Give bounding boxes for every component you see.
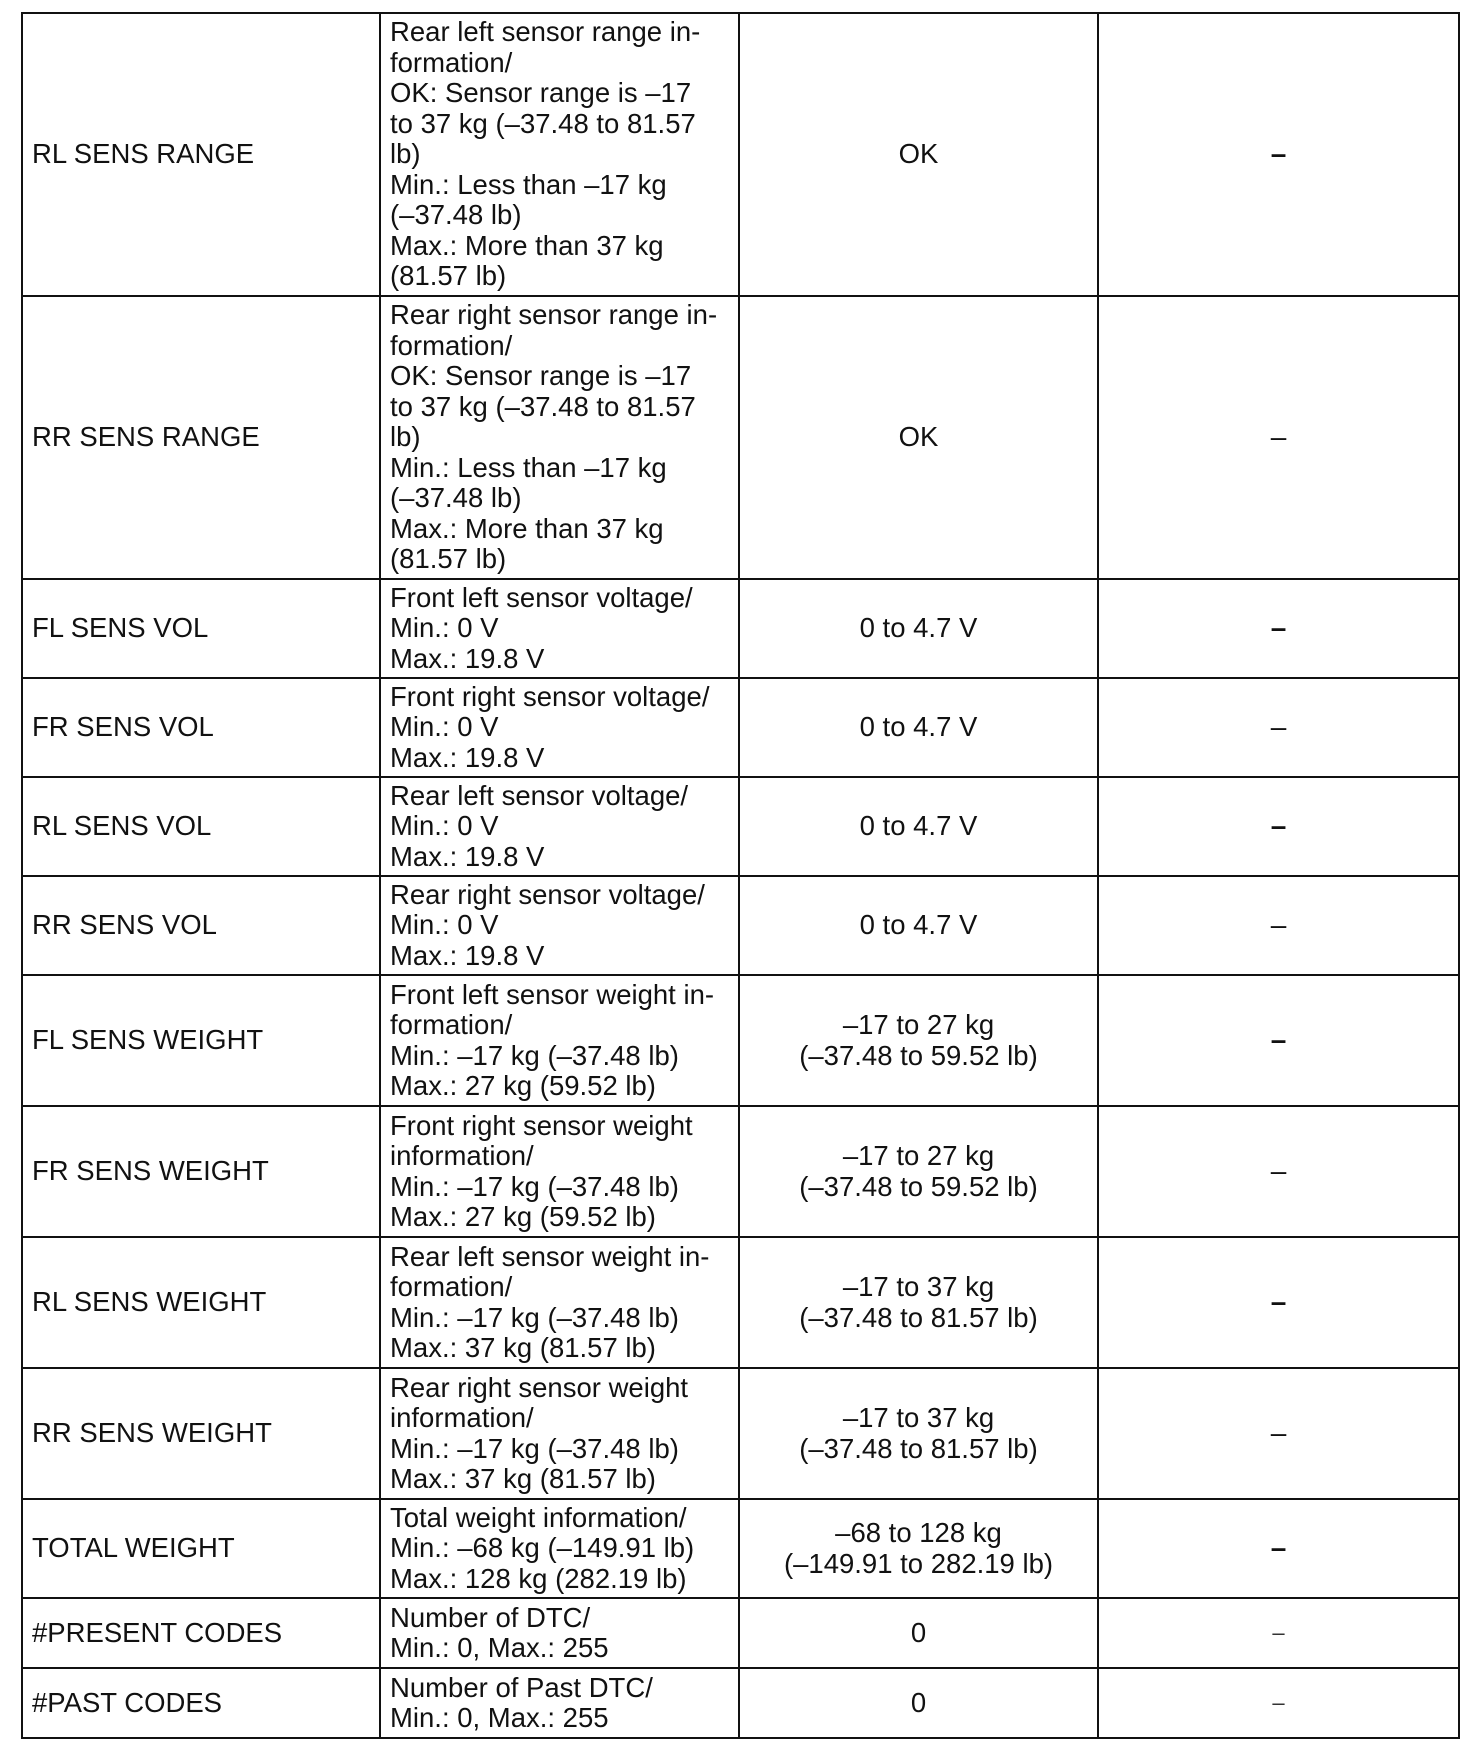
table-row <box>22 579 1459 678</box>
measurement-cell: Rear left sensor voltage/ Min.: 0 V Max.: 19.8 V <box>380 777 739 876</box>
table-row <box>22 13 1459 296</box>
diagnostic-note-cell: – <box>1098 1368 1459 1499</box>
measurement-cell: Rear right sensor range in- formation/ OK: Sensor range is –17 to 37 kg (–37.48 to 81.57 lb) Min.: Less than –17 kg (–37.48 lb) Max.: More than 37 kg (81.57 lb) <box>380 296 739 579</box>
normal-condition-cell: –17 to 27 kg (–37.48 to 59.52 lb) <box>739 975 1098 1106</box>
diagnostic-note-cell: – <box>1098 1668 1459 1738</box>
normal-condition-cell: OK <box>739 296 1098 579</box>
data-list-table <box>21 12 1460 1739</box>
measurement-cell: Total weight information/ Min.: –68 kg (–149.91 lb) Max.: 128 kg (282.19 lb) <box>380 1499 739 1598</box>
table-row <box>22 1368 1459 1499</box>
table-row <box>22 975 1459 1106</box>
item-cell: #PRESENT CODES <box>22 1598 380 1668</box>
normal-condition-cell: –68 to 128 kg (–149.91 to 282.19 lb) <box>739 1499 1098 1598</box>
diagnostic-note-cell: – <box>1098 975 1459 1106</box>
measurement-cell: Rear left sensor range in- formation/ OK: Sensor range is –17 to 37 kg (–37.48 to 81.57 lb) Min.: Less than –17 kg (–37.48 lb) Max.: More than 37 kg (81.57 lb) <box>380 13 739 296</box>
diagnostic-note-cell: – <box>1098 13 1459 296</box>
table-row <box>22 1237 1459 1368</box>
measurement-cell: Rear right sensor voltage/ Min.: 0 V Max.: 19.8 V <box>380 876 739 975</box>
normal-condition-cell: 0 to 4.7 V <box>739 777 1098 876</box>
diagnostic-note-cell: – <box>1098 1237 1459 1368</box>
table-row <box>22 876 1459 975</box>
measurement-cell: Rear left sensor weight in- formation/ Min.: –17 kg (–37.48 lb) Max.: 37 kg (81.57 lb) <box>380 1237 739 1368</box>
measurement-cell: Rear right sensor weight information/ Min.: –17 kg (–37.48 lb) Max.: 37 kg (81.57 lb) <box>380 1368 739 1499</box>
diagnostic-note-cell: – <box>1098 777 1459 876</box>
item-cell: RL SENS RANGE <box>22 13 380 296</box>
normal-condition-cell: 0 to 4.7 V <box>739 876 1098 975</box>
item-cell: TOTAL WEIGHT <box>22 1499 380 1598</box>
measurement-cell: Number of Past DTC/ Min.: 0, Max.: 255 <box>380 1668 739 1738</box>
measurement-cell: Front left sensor voltage/ Min.: 0 V Max.: 19.8 V <box>380 579 739 678</box>
diagnostic-note-cell: – <box>1098 1598 1459 1668</box>
normal-condition-cell: OK <box>739 13 1098 296</box>
table-row <box>22 1106 1459 1237</box>
item-cell: RR SENS WEIGHT <box>22 1368 380 1499</box>
normal-condition-cell: 0 <box>739 1598 1098 1668</box>
item-cell: RR SENS RANGE <box>22 296 380 579</box>
table-row <box>22 1598 1459 1668</box>
normal-condition-cell: –17 to 27 kg (–37.48 to 59.52 lb) <box>739 1106 1098 1237</box>
item-cell: RL SENS VOL <box>22 777 380 876</box>
table-row <box>22 678 1459 777</box>
item-cell: FR SENS VOL <box>22 678 380 777</box>
measurement-cell: Number of DTC/ Min.: 0, Max.: 255 <box>380 1598 739 1668</box>
item-cell: RL SENS WEIGHT <box>22 1237 380 1368</box>
item-cell: FL SENS VOL <box>22 579 380 678</box>
item-cell: #PAST CODES <box>22 1668 380 1738</box>
normal-condition-cell: 0 <box>739 1668 1098 1738</box>
diagnostic-note-cell: – <box>1098 678 1459 777</box>
normal-condition-cell: –17 to 37 kg (–37.48 to 81.57 lb) <box>739 1368 1098 1499</box>
measurement-cell: Front right sensor voltage/ Min.: 0 V Max.: 19.8 V <box>380 678 739 777</box>
table-row <box>22 296 1459 579</box>
normal-condition-cell: 0 to 4.7 V <box>739 678 1098 777</box>
item-cell: RR SENS VOL <box>22 876 380 975</box>
table-row <box>22 1668 1459 1738</box>
item-cell: FR SENS WEIGHT <box>22 1106 380 1237</box>
diagnostic-note-cell: – <box>1098 579 1459 678</box>
measurement-cell: Front right sensor weight information/ Min.: –17 kg (–37.48 lb) Max.: 27 kg (59.52 lb) <box>380 1106 739 1237</box>
diagnostic-note-cell: – <box>1098 1499 1459 1598</box>
diagnostic-note-cell: – <box>1098 876 1459 975</box>
table-row <box>22 777 1459 876</box>
normal-condition-cell: –17 to 37 kg (–37.48 to 81.57 lb) <box>739 1237 1098 1368</box>
diagnostic-note-cell: – <box>1098 1106 1459 1237</box>
item-cell: FL SENS WEIGHT <box>22 975 380 1106</box>
diagnostic-note-cell: – <box>1098 296 1459 579</box>
measurement-cell: Front left sensor weight in- formation/ Min.: –17 kg (–37.48 lb) Max.: 27 kg (59.52 lb) <box>380 975 739 1106</box>
table-row <box>22 1499 1459 1598</box>
normal-condition-cell: 0 to 4.7 V <box>739 579 1098 678</box>
